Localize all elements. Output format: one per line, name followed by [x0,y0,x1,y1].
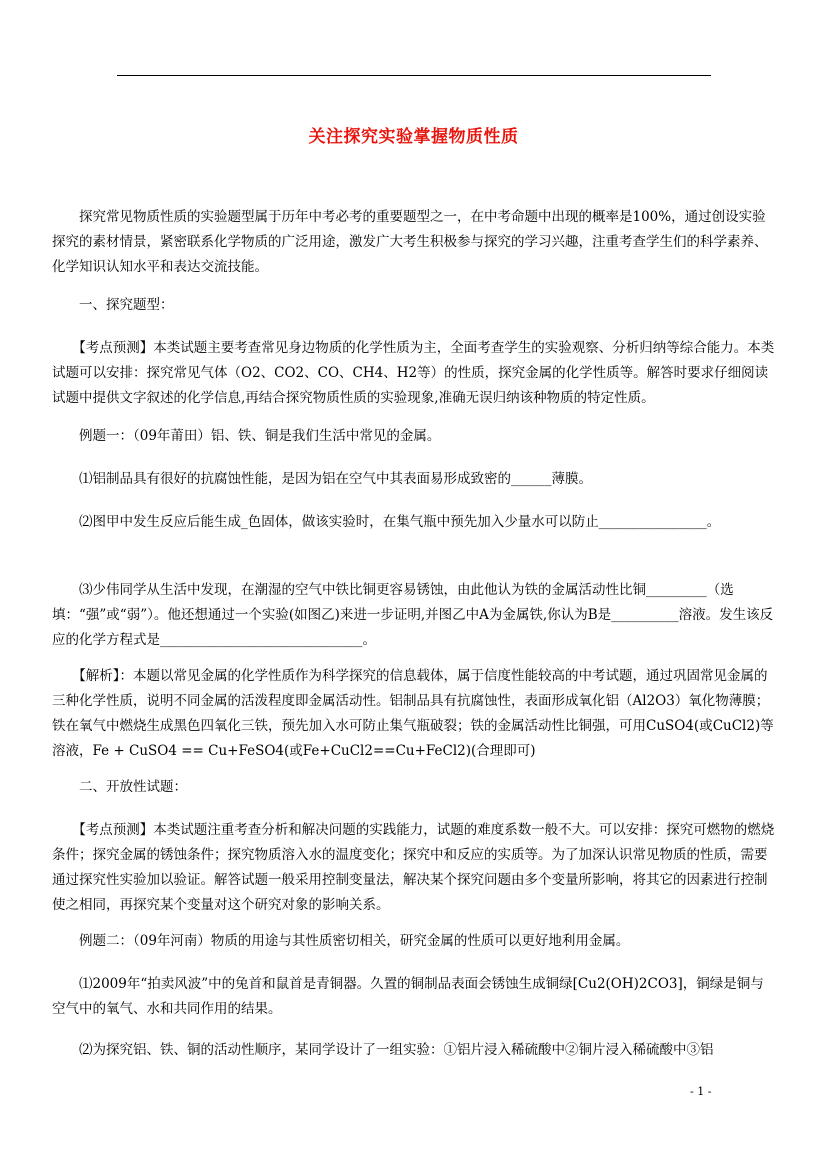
question-3: ⑶少伟同学从生活中发现，在潮湿的空气中铁比铜更容易锈蚀，由此他认为铁的金属活动性比铜_________（选填：“强”或“弱”）。他还想通过一个实验(如图乙)来进一步证明,并图乙中A为金属铁,你认为B是__________溶液。发生该反应的化学方程式是______________________________。 [52,582,774,648]
intro-paragraph: 探究常见物质性质的实验题型属于历年中考必考的重要题型之一，在中考命题中出现的概率是100%，通过创设实验探究的素材情景，紧密联系化学物质的广泛用途，激发广大考生积极参与探究的学习兴趣，注重考查学生们的科学素养、化学知识认知水平和表达交流技能。 [52,209,768,275]
document-title: 关注探究实验掌握物质性质 [308,127,519,147]
header-rule [117,75,711,76]
question-2: ⑵图甲中发生反应后能生成_色固体，做该实验时，在集气瓶中预先加入少量水可以防止________________。 [52,514,721,530]
analysis-paragraph-1: 【解析】：本题以常见金属的化学性质作为科学探究的信息载体，属于信度性能较高的中考试题，通过巩固常见金属的三种化学性质，说明不同金属的活泼程度即金属活动性。铝制品具有抗腐蚀性，表面形成氧化铝（Al2O3）氧化物薄膜；铁在氧气中燃烧生成黑色四氧化三铁，预先加入水可防止集气瓶破裂；铁的金属活动性比铜强，可用CuSO4(或CuCl2)等溶液，Fe + CuSO4 == Cu+FeSO4(或Fe+CuCl2==Cu+FeCl2)(合理即可) [52,668,774,759]
section-heading-2: 二、开放性试题： [52,779,187,795]
question-5: ⑵为探究铝、铁、铜的活动性顺序，某同学设计了一组实验：①铝片浸入稀硫酸中②铜片浸入稀硫酸中③铝 [52,1042,714,1058]
example-2-heading: 例题二：（09年河南）物质的用途与其性质密切相关，研究金属的性质可以更好地利用金属。 [52,933,630,949]
question-4: ⑴2009年“拍卖风波”中的兔首和鼠首是青铜器。久置的铜制品表面会锈蚀生成铜绿[Cu2(OH)2CO3]，铜绿是铜与空气中的氧气、水和共同作用的结果。 [52,976,764,1017]
example-1-heading: 例题一：（09年莆田）铝、铁、铜是我们生活中常见的金属。 [52,428,441,444]
page-number: - 1 - [690,1085,712,1098]
section-heading-1: 一、探究题型： [52,297,174,313]
forecast-paragraph-2: 【考点预测】本类试题注重考查分析和解决问题的实践能力，试题的难度系数一般不大。可以安排：探究可燃物的燃烧条件；探究金属的锈蚀条件；探究物质溶入水的温度变化；探究中和反应的实质等。为了加深认识常见物质的性质，需要通过探究性实验加以验证。解答试题一般采用控制变量法，解决某个探究问题由多个变量所影响，将其它的因素进行控制使之相同，再探究某个变量对这个研究对象的影响关系。 [52,822,775,913]
question-1: ⑴铝制品具有很好的抗腐蚀性能，是因为铝在空气中其表面易形成致密的______薄膜。 [52,471,592,487]
forecast-paragraph-1: 【考点预测】本类试题主要考查常见身边物质的化学性质为主，全面考查学生的实验观察、分析归纳等综合能力。本类试题可以安排：探究常见气体（O2、CO2、CO、CH4、H2等）的性质，探究金属的化学性质等。解答时要求仔细阅读试题中提供文字叙述的化学信息,再结合探究物质性质的实验现象,准确无误归纳该种物质的特定性质。 [52,340,775,406]
